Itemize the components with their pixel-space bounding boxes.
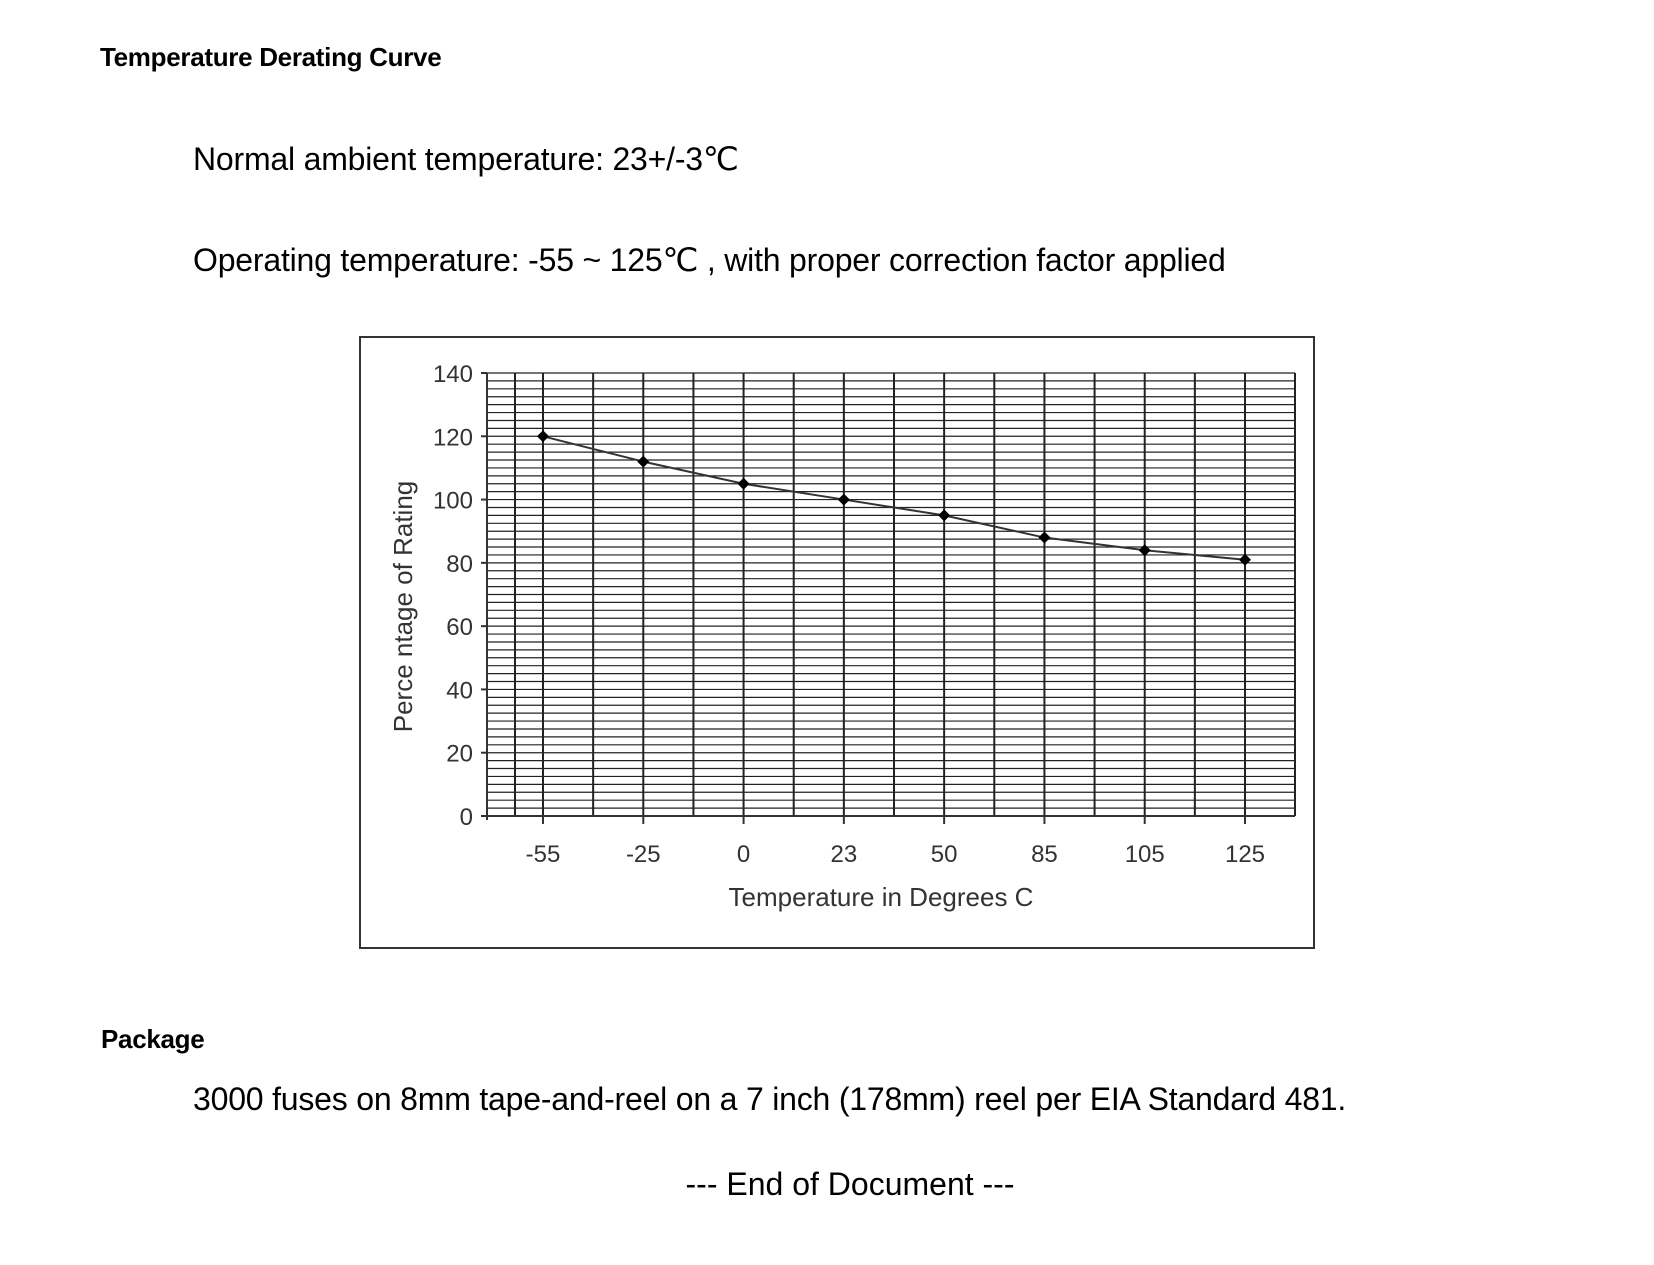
chart-axes (481, 373, 1295, 824)
y-tick-label: 0 (459, 804, 473, 831)
ambient-temperature-text: Normal ambient temperature: 23+/-3℃ (193, 141, 739, 177)
package-description-text: 3000 fuses on 8mm tape-and-reel on a 7 inch (178mm) reel per EIA Standard 481. (193, 1081, 1347, 1117)
x-axis-title: Temperature in Degrees C (728, 882, 1034, 912)
x-tick-label: -25 (625, 841, 661, 868)
y-tick-label: 40 (446, 677, 473, 705)
y-tick-label: 140 (432, 361, 473, 388)
derating-section-heading: Temperature Derating Curve (100, 42, 442, 72)
operating-temperature-text: Operating temperature: -55 ~ 125℃ , with proper correction factor applied (193, 242, 1226, 278)
y-tick-label: 100 (432, 487, 473, 515)
x-tick-label: 0 (736, 841, 751, 868)
data-point (738, 478, 750, 490)
data-point (838, 494, 850, 506)
x-tick-label: 50 (930, 841, 958, 868)
y-tick-label: 20 (446, 740, 473, 768)
chart-grid (487, 373, 1295, 816)
x-tick-label: -55 (525, 841, 561, 868)
data-point (537, 430, 549, 442)
y-axis-title: Perce ntage of Rating (388, 480, 418, 733)
data-point (637, 456, 649, 468)
x-tick-label: 85 (1031, 841, 1058, 868)
data-point (1038, 532, 1050, 544)
x-tick-label: 23 (830, 841, 858, 868)
derating-chart (359, 336, 1315, 949)
y-tick-label: 60 (446, 614, 473, 642)
package-section-heading: Package (101, 1024, 205, 1054)
y-tick-label: 80 (446, 550, 473, 578)
end-of-document-text: --- End of Document --- (685, 1166, 1015, 1202)
x-tick-label: 125 (1224, 841, 1266, 868)
data-point (938, 509, 950, 521)
x-tick-label: 105 (1124, 841, 1165, 868)
y-tick-label: 120 (432, 424, 473, 452)
derating-chart-svg (361, 338, 1313, 947)
